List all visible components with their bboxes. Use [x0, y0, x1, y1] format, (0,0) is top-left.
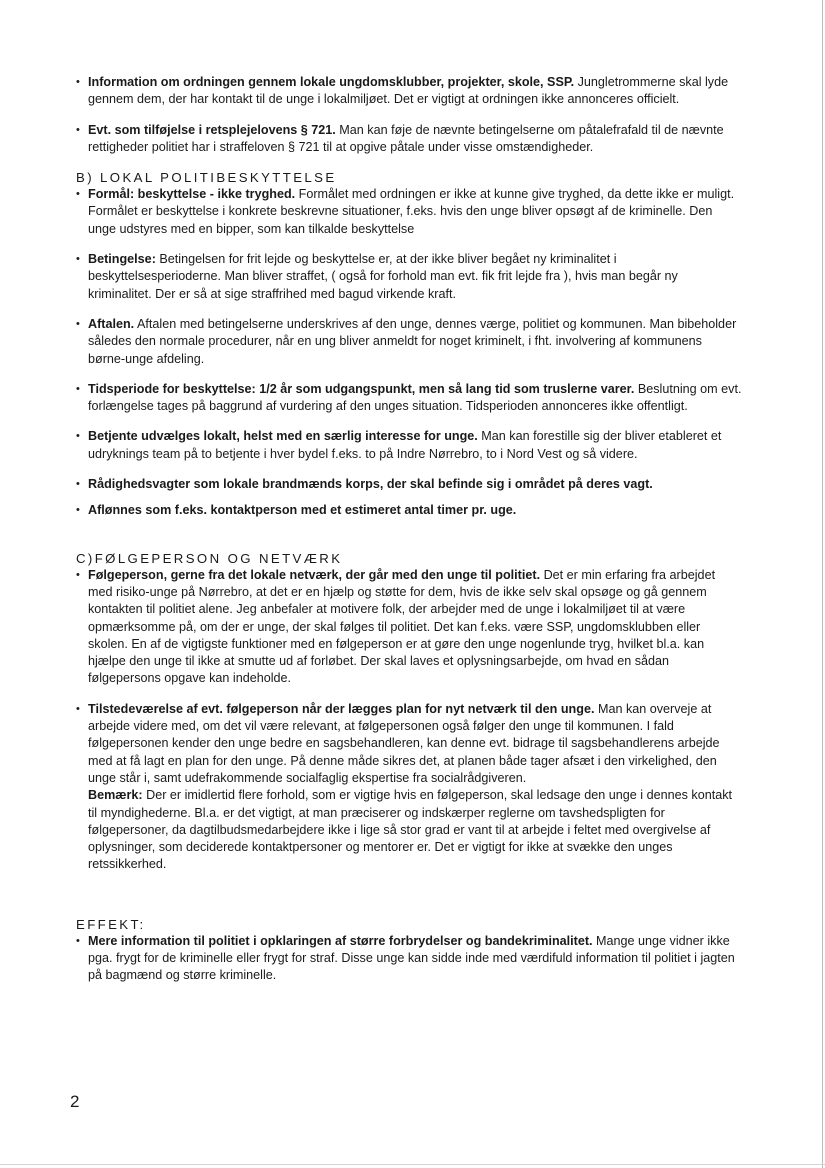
- note-text: Der er imidlertid flere forhold, som er vigtige hvis en følgeperson, skal ledsage den unge i dennes kontakt til myndighederne. Bl.a. er det vigtigt, at man præciserer og indskærper reglerne om tavshedspligten for følgepersoner, da dagtilbudsmedarbejdere ikke i lige så stor grad er vant til at arbejde i feltet med overgivelse af oplysninger, som deciderede kontaktpersoner og mentorer er. Det er vigtigt for ikke at svække den unges retssikkerhed.: [88, 788, 733, 872]
- bullet-item: [76, 933, 742, 985]
- bullet-lead: Mere information til politiet i opklaringen af større forbrydelser og bandekriminalitet.: [88, 933, 593, 948]
- bullet-lead: Tilstedeværelse af evt. følgeperson når der lægges plan for nyt netværk til den unge.: [88, 701, 595, 716]
- page-edge-right: [822, 0, 823, 1168]
- bullet-item: [76, 701, 742, 874]
- bullet-item: [76, 476, 742, 493]
- bullet-item: [76, 74, 742, 109]
- bullet-lead: Tidsperiode for beskyttelse: 1/2 år som udgangspunkt, men så lang tid som truslerne varer.: [88, 381, 635, 396]
- bullet-lead: Formål: beskyttelse - ikke tryghed.: [88, 187, 296, 202]
- section-heading-c: C)FØLGEPERSON OG NETVÆRK: [76, 550, 343, 566]
- bullet-lead: Aftalen.: [88, 316, 135, 331]
- bullet-item: [76, 122, 742, 157]
- section-heading-b: B) LOKAL POLITIBESKYTTELSE: [76, 170, 337, 186]
- section-heading-effekt: EFFEKT:: [76, 916, 146, 932]
- bullet-lead: Rådighedsvagter som lokale brandmænds korps, der skal befinde sig i området på deres vagt.: [88, 477, 653, 492]
- page-edge-bottom: [0, 1164, 825, 1165]
- bullet-text: Jungletrommerne skal lyde gennem dem, der har kontakt til de unge i lokalmiljøet. Det er vigtigt at ordningen ikke annonceres officielt.: [88, 75, 729, 107]
- note-label: Bemærk:: [88, 788, 143, 803]
- bullet-lead: Følgeperson, gerne fra det lokale netværk, der går med den unge til politiet.: [88, 567, 541, 582]
- bullet-text: Formålet med ordningen er ikke at kunne give tryghed, da dette ikke er muligt. Formålet er beskyttelse i konkrete beskrevne situationer, f.eks. hvis den unge bliver opsøgt af de kriminelle. Den unge udstyres med en bipper, som kan tilkalde beskyttelse: [88, 187, 735, 236]
- bullet-lead: Betjente udvælges lokalt, helst med en særlig interesse for unge.: [88, 429, 478, 444]
- bullet-item: [76, 316, 742, 368]
- bullet-lead: Evt. som tilføjelse i retsplejelovens § 721.: [88, 122, 336, 137]
- bullet-text: Beslutning om evt. forlængelse tages på baggrund af vurdering af den unges situation. Tidsperioden annonceres ikke offentligt.: [88, 381, 742, 414]
- bullet-item: [76, 381, 742, 416]
- bullet-lead: Aflønnes som f.eks. kontaktperson med et estimeret antal timer pr. uge.: [88, 503, 517, 518]
- bullet-item: [76, 428, 742, 463]
- bullet-text: Aftalen med betingelserne underskrives af den unge, dennes værge, politiet og kommunen. Man bibeholder således den normale procedurer, når en ung bliver anmeldt for noget kriminelt, i fht. involvering af kommunens børne-unge afdeling.: [88, 316, 737, 366]
- bullet-text: Betingelsen for frit lejde og beskyttelse er, at der ikke bliver begået ny kriminalitet i beskyttelsesperioderne. Man bliver straffet, ( også for forhold man evt. fik frit lejde fra ), hvis man begår ny kriminalitet. Der er så at sige straffrihed med bagud virkende kraft.: [88, 252, 678, 301]
- bullet-text: Mange unge vidner ikke pga. frygt for de kriminelle eller frygt for straf. Disse unge kan sidde inde med værdifuld information til politiet i jagten på bagmænd og større kriminelle.: [88, 933, 735, 983]
- bullet-item: [76, 567, 742, 688]
- page-number: 2: [70, 1092, 80, 1111]
- bullet-lead: Information om ordningen gennem lokale ungdomsklubber, projekter, skole, SSP.: [88, 75, 575, 89]
- bullet-text: Det er min erfaring fra arbejdet med risiko-unge på Nørrebro, at det er en hjælp og støtte for dem, hvis de ikke selv skal opsøge og gå gennem kontakten til politiet alene. Jeg anbefaler at motivere folk, der arbejder med de unge i lokalmiljøet til at være opmærksomme på, om der er unge, der skal følges til politiet. Det kan f.eks. være SSP, ungdomsklubben eller skolen. En af de vigtigste funktioner med en følgeperson er at gøre den unge nogenlunde tryg, hvilket bl.a. kan hjælpe den unge til ikke at smutte ud af forløbet. Der skal laves et oplysningsarbejde, om hvad en sådan følgepersons opgave kan indeholde.: [88, 567, 716, 686]
- bullet-text: Man kan forestille sig der bliver etableret et udryknings team på to betjente i hver bydel f.eks. to på Indre Nørrebro, to i Nord Vest og så videre.: [88, 429, 722, 461]
- bullet-lead: Betingelse:: [88, 252, 156, 267]
- bullet-item: [76, 186, 742, 238]
- bullet-item: [76, 251, 742, 303]
- bullet-text: Man kan overveje at arbejde videre med, om det vil være relevant, at følgepersonen også følger den unge til kommunen. I fald følgepersonen kender den unge bedre en sagsbehandleren, kan denne evt. bidrage til sagsbehandlerens arbejde med at få lagt en plan for den unge. På denne måde sikres det, at planen både tager afsæt i den virkelighed, den unge står i, samt udefrakommende socialfaglig ekspertise fra socialrådgiveren.: [88, 701, 720, 785]
- bullet-text: Man kan føje de nævnte betingelserne om påtalefrafald til de nævnte rettigheder politiet har i straffeloven § 721 til at opgive påtale under visse omstændigheder.: [88, 122, 724, 154]
- bullet-item: [76, 502, 742, 519]
- page-content: [76, 74, 742, 998]
